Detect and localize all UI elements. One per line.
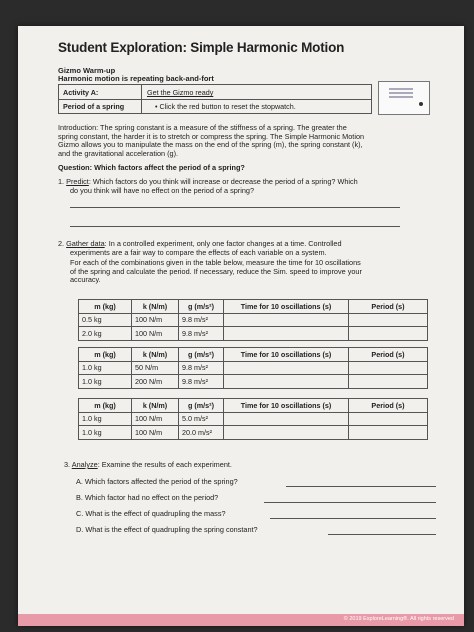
answer-line[interactable] <box>270 518 436 519</box>
data-table-mass: m (kg) k (N/m) g (m/s²) Time for 10 oscillations (s) Period (s) 0.5 kg 100 N/m 9.8 m/s² 2.0 kg 100 N/m 9.8 m/s² <box>78 299 428 341</box>
warmup-title: Gizmo Warm-up <box>58 66 116 75</box>
answer-line[interactable] <box>70 207 400 208</box>
activity-row <box>59 85 371 100</box>
page-title: Student Exploration: Simple Harmonic Motion <box>58 40 345 55</box>
analyze-item-d: D. What is the effect of quadrupling the spring constant? <box>76 525 258 534</box>
period-cell[interactable] <box>349 375 428 389</box>
activity-link[interactable]: Get the Gizmo ready <box>147 88 214 97</box>
table-row: 1.0 kg 100 N/m 20.0 m/s² <box>79 426 428 440</box>
gizmo-thumbnail <box>378 81 430 115</box>
period-cell[interactable] <box>349 313 428 327</box>
period-cell[interactable] <box>349 412 428 426</box>
answer-line[interactable] <box>328 534 436 535</box>
introduction-text: Introduction: The spring constant is a measure of the stiffness of a spring. The greater the spring constant, the harder it is to stretch or compress the spring. The Simple Harmonic Motion Gizmo allows you to manipulate the mass on the end of the spring (m), the spring constant (k), and the gravitational acceleration (g). <box>58 123 365 158</box>
page-footer <box>18 614 464 626</box>
main-question: Question: Which factors affect the period of a spring? <box>58 163 245 172</box>
table-row: 1.0 kg 100 N/m 5.0 m/s² <box>79 412 428 426</box>
analyze-item-c: C. What is the effect of quadrupling the mass? <box>76 509 226 518</box>
time-cell[interactable] <box>224 361 349 375</box>
time-cell[interactable] <box>224 412 349 426</box>
time-cell[interactable] <box>224 327 349 341</box>
time-cell[interactable] <box>224 375 349 389</box>
question-1: 1. Predict: Which factors do you think will increase or decrease the period of a spring? Which do you think will have no effect on the period of a spring? <box>58 177 358 195</box>
period-cell[interactable] <box>349 327 428 341</box>
question-2: 2. Gather data: In a controlled experiment, only one factor changes at a time. Controlled experiments are a fair way to compare the effects of each variable on a system. For each of the combinations given in the table below, measure the time for 10 oscillations of the spring and calculate the period. If necessary, reduce the Sim. speed to improve your accuracy. <box>58 239 362 285</box>
analyze-item-b: B. Which factor had no effect on the period? <box>76 493 219 502</box>
divider <box>141 85 142 113</box>
time-cell[interactable] <box>224 426 349 440</box>
answer-line[interactable] <box>264 502 436 503</box>
warmup-heading <box>58 67 214 83</box>
period-label: Period of a spring <box>63 102 125 111</box>
warmup-subtitle: Harmonic motion is repeating back-and-fort <box>58 74 214 83</box>
period-cell[interactable] <box>349 361 428 375</box>
table-row: 0.5 kg 100 N/m 9.8 m/s² <box>79 313 428 327</box>
question-3: 3. Analyze: Examine the results of each experiment. <box>64 460 232 469</box>
table-row: 1.0 kg 200 N/m 9.8 m/s² <box>79 375 428 389</box>
data-table-gravity: m (kg) k (N/m) g (m/s²) Time for 10 oscillations (s) Period (s) 1.0 kg 100 N/m 5.0 m/s² 1.0 kg 100 N/m 20.0 m/s² <box>78 398 428 440</box>
worksheet-page <box>18 26 464 626</box>
copyright-text: © 2019 ExploreLearning®. All rights reserved <box>343 616 454 622</box>
time-cell[interactable] <box>224 313 349 327</box>
table-row: 2.0 kg 100 N/m 9.8 m/s² <box>79 327 428 341</box>
period-cell[interactable] <box>349 426 428 440</box>
activity-label: Activity A: <box>63 88 99 97</box>
red-button-icon <box>419 102 423 106</box>
activity-instruction: • Click the red button to reset the stopwatch. <box>155 102 296 111</box>
activity-box <box>58 84 372 114</box>
analyze-item-a: A. Which factors affected the period of the spring? <box>76 477 238 486</box>
answer-line[interactable] <box>70 226 400 227</box>
answer-line[interactable] <box>286 486 436 487</box>
data-table-spring: m (kg) k (N/m) g (m/s²) Time for 10 oscillations (s) Period (s) 1.0 kg 50 N/m 9.8 m/s² 1.0 kg 200 N/m 9.8 m/s² <box>78 347 428 389</box>
table-row: 1.0 kg 50 N/m 9.8 m/s² <box>79 361 428 375</box>
